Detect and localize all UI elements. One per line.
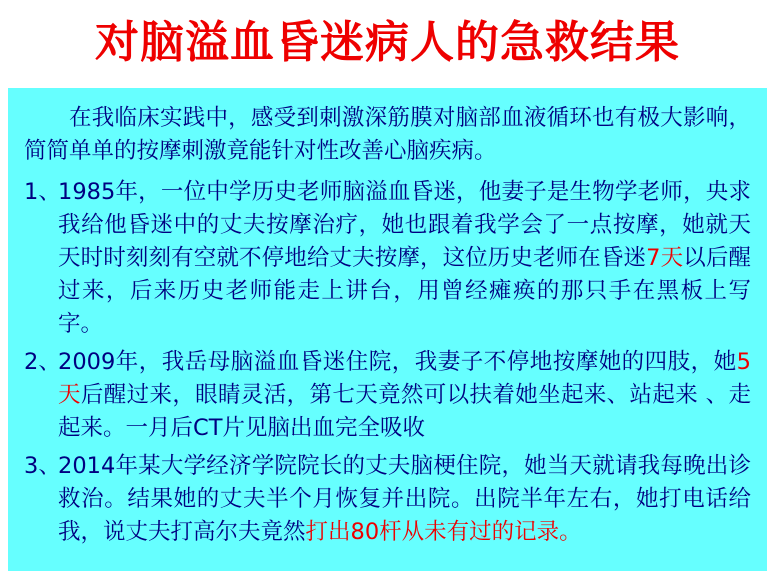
list-item-1-highlight: 7天	[646, 245, 684, 271]
list-item-2-text-after: 后醒过来，眼睛灵活，第七天竟然可以扶着她坐起来、站起来 、走起来。一月后CT片见脑出血完全吸收	[58, 382, 751, 441]
list-item-2-marker: 2、	[24, 349, 61, 375]
list-item-1-text-before: 1985年，一位中学历史老师脑溢血昏迷，他妻子是生物学老师，央求我给他昏迷中的丈夫按摩治疗，她也跟着我学会了一点按摩，她就天天时时刻刻有空就不停地给丈夫按摩，这位历史老师在昏迷	[58, 179, 751, 271]
title-bar	[0, 0, 775, 86]
list-item-3-marker: 3、	[24, 453, 61, 479]
list-item-1-text-after: 以后醒过来，后来历史老师能走上讲台，用曾经瘫痪的那只手在黑板上写字。	[58, 245, 751, 337]
list-item-1	[24, 176, 751, 341]
list-item-2	[24, 346, 751, 445]
list-item-2-text-before: 2009年，我岳母脑溢血昏迷住院，我妻子不停地按摩她的四肢，她	[58, 349, 737, 375]
page-title: 对脑溢血昏迷病人的急救结果	[95, 16, 680, 68]
list-item-3-highlight: 打出80杆从未有过的记录。	[305, 519, 582, 545]
list-item-1-marker: 1、	[24, 179, 61, 205]
list-item-2-highlight: 5天	[58, 349, 751, 408]
content-panel	[8, 88, 767, 571]
list-item-3	[24, 450, 751, 549]
intro-paragraph: 在我临床实践中，感受到刺激深筋膜对脑部血液循环也有极大影响，简简单单的按摩刺激竟能针对性改善心脑疾病。	[24, 105, 751, 164]
list-item-3-text-before: 2014年某大学经济学院院长的丈夫脑梗住院，她当天就请我每晚出诊救治。结果她的丈夫半个月恢复并出院。出院半年左右，她打电话给我，说丈夫打高尔夫竟然	[58, 453, 751, 545]
